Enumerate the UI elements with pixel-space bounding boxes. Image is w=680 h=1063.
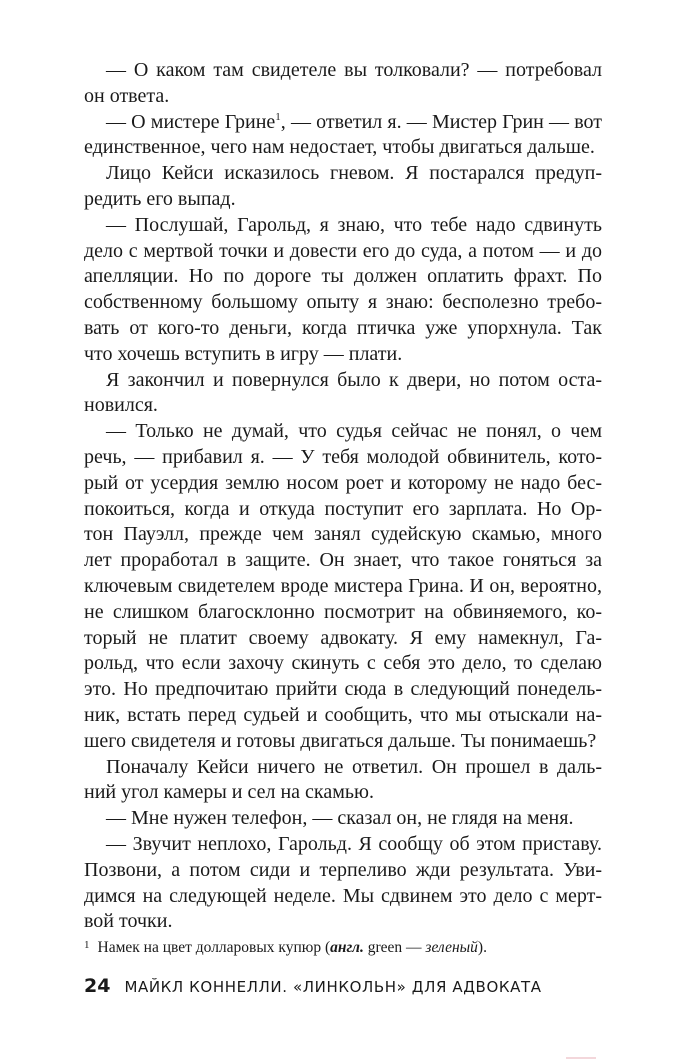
text-line: тон Пауэлл, прежде чем занял судейскую скамью, много <box>84 523 602 546</box>
footnote-gloss: зеленый <box>425 939 478 956</box>
page-footer <box>84 975 604 997</box>
running-head: МАЙКЛ КОННЕЛЛИ. «ЛИНКОЛЬН» ДЛЯ АДВОКАТА <box>124 978 542 996</box>
text-line: он ответа. <box>84 84 170 107</box>
text-line: лет проработал в защите. Он знает, что такое гоняться за <box>84 549 602 572</box>
text-line: Позвони, а потом сиди и терпеливо жди результата. Уви- <box>84 858 602 881</box>
text-line <box>84 110 602 136</box>
footnote-reference: 1 <box>275 110 281 123</box>
page-number: 24 <box>84 975 111 997</box>
text-line: — Послушай, Гарольд, я знаю, что тебе надо сдвинуть <box>106 213 602 236</box>
text-line: ключевым свидетелем вроде мистера Грина. И он, вероятно, <box>84 574 602 597</box>
footnote-text-mid: green — <box>363 939 426 956</box>
text-line: единственное, чего нам недостает, чтобы двигаться дальше. <box>84 136 595 159</box>
footnote <box>84 935 602 958</box>
scan-mark <box>566 1057 596 1059</box>
footnote-marker: 1 <box>84 939 90 951</box>
text-line: ник, встать перед судьей и сообщить, что мы отыскали на- <box>84 703 602 726</box>
text-line: дело с мертвой точки и довести его до суда, а потом — и до <box>84 239 602 262</box>
text-line: покоиться, когда и откуда поступит его зарплата. Но Ор- <box>84 497 602 520</box>
text-line: димся на следующей неделе. Мы сдвинем это дело с мерт- <box>84 884 602 907</box>
text-line: Поначалу Кейси ничего не ответил. Он прошел в даль- <box>106 755 602 778</box>
text-segment: — О мистере Грине <box>106 110 276 133</box>
text-line: вой точки. <box>84 910 173 933</box>
text-line: — Звучит неплохо, Гарольд. Я сообщу об этом приставу. <box>106 832 602 855</box>
text-line: рый от усердия землю носом роет и которому не надо бес- <box>84 471 602 494</box>
text-line: Лицо Кейси исказилось гневом. Я постарался предуп- <box>106 162 602 185</box>
text-line: рольд, что если захочу скинуть с себя это дело, то сделаю <box>84 652 602 675</box>
footnote-text-post: ). <box>477 939 487 956</box>
footnote-text-pre: Намек на цвет долларовых купюр ( <box>97 939 331 956</box>
text-line: Я закончил и повернулся было к двери, но потом оста- <box>106 368 602 391</box>
text-line: редить его выпад. <box>84 187 236 210</box>
text-line: собственному большому опыту я знаю: бесполезно требо- <box>84 291 602 314</box>
text-line: торый не платит своему адвокату. Я ему намекнул, Га- <box>84 626 602 649</box>
text-line: шего свидетеля и готовы двигаться дальше. Ты понимаешь? <box>84 729 597 752</box>
text-line: речь, — прибавил я. — У тебя молодой обвинитель, кото- <box>84 445 602 468</box>
body-text <box>84 58 602 935</box>
text-line: что хочешь вступить в игру — плати. <box>84 342 403 365</box>
text-line: вать от кого-то деньги, когда птичка уже упорхнула. Так <box>84 316 602 339</box>
footnote-abbr: англ. <box>330 939 364 956</box>
text-line: это. Но предпочитаю прийти сюда в следующий понедель- <box>84 678 602 701</box>
text-line: — Мне нужен телефон, — сказал он, не глядя на меня. <box>106 807 574 830</box>
text-line: новился. <box>84 394 158 417</box>
text-line: апелляции. Но по дороге ты должен оплатить фрахт. По <box>84 265 602 288</box>
text-line: — Только не думай, что судья сейчас не понял, о чем <box>106 420 602 443</box>
text-line: не слишком благосклонно посмотрит на обвиняемого, ко- <box>84 600 602 623</box>
text-segment: , — ответил я. — Мистер Грин — вот <box>280 110 602 133</box>
text-line: — О каком там свидетеле вы толковали? — потребовал <box>106 59 602 81</box>
text-line: ний угол камеры и сел на скамью. <box>84 781 374 804</box>
